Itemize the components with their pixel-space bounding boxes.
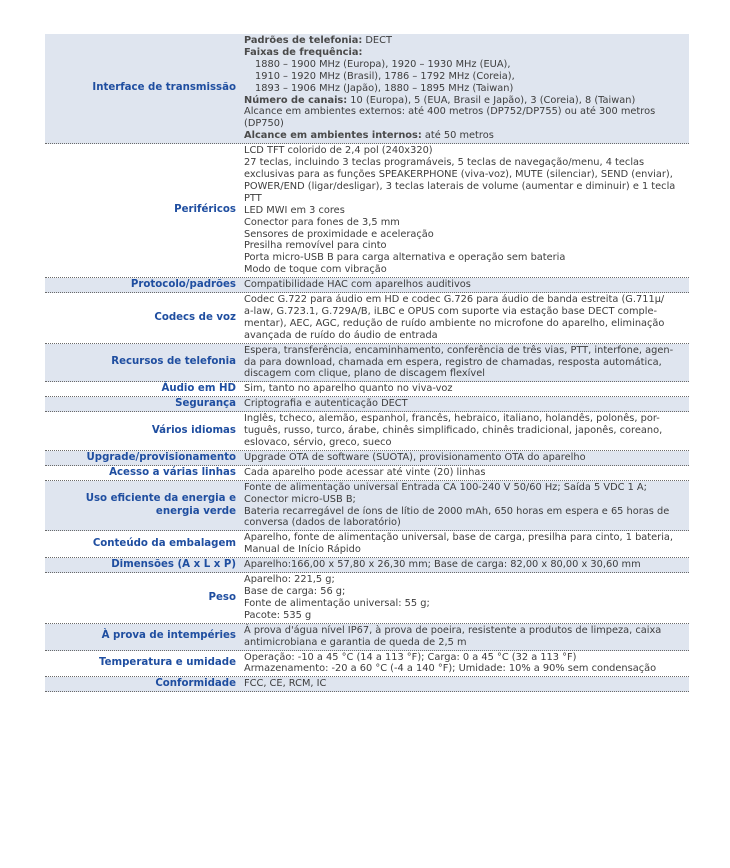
spec-row	[45, 397, 689, 412]
spec-value-line	[244, 279, 687, 291]
spec-value-text: LCD TFT colorido de 2,4 pol (240x320)	[244, 145, 433, 157]
spec-label: Recursos de telefonia	[111, 356, 236, 368]
spec-row	[45, 573, 689, 624]
spec-value-line	[244, 586, 687, 598]
spec-value-line	[244, 35, 687, 47]
spec-value-text: discagem com clique, plano de discagem flexível	[244, 368, 485, 380]
spec-value	[241, 624, 689, 650]
spec-label: Protocolo/padrões	[130, 278, 236, 290]
spec-value	[241, 382, 689, 396]
spec-value-line	[244, 47, 687, 59]
spec-row	[45, 624, 689, 651]
spec-value-line	[244, 574, 687, 586]
spec-value-text: exclusivas para as funções SPEAKERPHONE (viva-voz), MUTE (silenciar), SEND (enviar),	[244, 168, 673, 180]
spec-value-text: 27 teclas, incluindo 3 teclas programáveis, 5 teclas de navegação/menu, 4 teclas	[244, 157, 645, 169]
spec-value-line	[244, 118, 687, 130]
spec-value-text: antimicrobiana e garantia de queda de 2,5 m	[244, 636, 467, 648]
spec-value-text: LED MWI em 3 cores	[244, 204, 345, 216]
spec-value-line	[244, 345, 687, 357]
spec-value-text: 1893 – 1906 MHz (Japão), 1880 – 1895 MHz (Taiwan)	[255, 82, 514, 94]
spec-value-text: 10 (Europa), 5 (EUA, Brasil e Japão), 3 (Coreia), 8 (Taiwan)	[347, 94, 636, 106]
spec-value	[241, 34, 689, 143]
spec-value-line	[244, 318, 687, 330]
spec-value-text: Base de carga: 56 g;	[244, 585, 346, 597]
spec-value	[241, 651, 689, 677]
spec-value	[241, 397, 689, 411]
spec-row	[45, 382, 689, 397]
spec-value-line	[244, 252, 687, 264]
spec-label: Uso eficiente da energia e energia verde	[85, 493, 236, 517]
spec-value-line	[244, 678, 687, 690]
spec-value-line	[244, 517, 687, 529]
spec-value-text: Operação: -10 a 45 °C (14 a 113 °F); Carga: 0 a 45 °C (32 a 113 °F)	[244, 651, 577, 663]
spec-value-text: Inglês, tcheco, alemão, espanhol, francês, hebraico, italiano, holandês, polonês, por-	[244, 413, 660, 425]
spec-value-text: Porta micro-USB B para carga alternativa e operação sem bateria	[244, 252, 566, 264]
spec-value-text: até 50 metros	[421, 130, 494, 142]
spec-value-text: Sim, tanto no aparelho quanto no viva-voz	[244, 383, 453, 395]
spec-value-text: PTT	[244, 192, 262, 204]
spec-value-text: Aparelho:166,00 x 57,80 x 26,30 mm; Base de carga: 82,00 x 80,00 x 30,60 mm	[244, 559, 641, 571]
spec-value-line	[244, 181, 687, 193]
spec-value-text: Fonte de alimentação universal: 55 g;	[244, 597, 430, 609]
spec-value-line	[244, 357, 687, 369]
spec-value-text: Pacote: 535 g	[244, 609, 312, 621]
spec-value-text: Conector para fones de 3,5 mm	[244, 216, 400, 228]
spec-value-line	[244, 598, 687, 610]
spec-value	[241, 451, 689, 465]
spec-row	[45, 558, 689, 573]
spec-value-line	[244, 306, 687, 318]
spec-row	[45, 34, 689, 144]
spec-value-line	[244, 157, 687, 169]
spec-label: À prova de intempéries	[101, 630, 236, 642]
spec-value-line	[244, 83, 687, 95]
spec-value-text: a-law, G.723.1, G.729A/B, iLBC e OPUS com suporte via estação base DECT comple-	[244, 305, 658, 317]
spec-value-line	[244, 398, 687, 410]
spec-value-text: tuguês, russo, turco, árabe, chinês simplificado, chinês tradicional, japonês, coreano,	[244, 425, 663, 437]
spec-value-line	[244, 368, 687, 380]
spec-row	[45, 466, 689, 481]
spec-value-heading: Número de canais:	[244, 94, 348, 106]
spec-value-line	[244, 169, 687, 181]
spec-value-heading: Padrões de telefonia:	[244, 35, 363, 46]
spec-value-line	[244, 217, 687, 229]
spec-value-line	[244, 494, 687, 506]
spec-label: Segurança	[175, 398, 236, 410]
spec-label: Conformidade	[155, 678, 236, 690]
spec-value-text: Alcance em ambientes externos: até 400 metros (DP752/DP755) ou até 300 metros	[244, 106, 656, 118]
spec-value	[241, 144, 689, 277]
spec-value-text: da para download, chamada em espera, registro de chamadas, resposta automática,	[244, 356, 662, 368]
spec-value-line	[244, 240, 687, 252]
spec-label: Dimensões (A x L x P)	[111, 558, 236, 570]
spec-value-text: Aparelho: 221,5 g;	[244, 574, 335, 586]
spec-value-text: POWER/END (ligar/desligar), 3 teclas laterais de volume (aumentar e diminuir) e 1 tecla	[244, 180, 676, 192]
spec-label: Acesso a várias linhas	[109, 466, 236, 478]
spec-value-text: 1880 – 1900 MHz (Europa), 1920 – 1930 MHz (EUA),	[255, 58, 511, 70]
spec-row	[45, 344, 689, 383]
spec-value-line	[244, 532, 687, 544]
spec-value-text: Bateria recarregável de íons de lítio de 2000 mAh, 650 horas em espera e 65 horas de	[244, 505, 670, 517]
spec-value-text: Codec G.722 para áudio em HD e codec G.726 para áudio de banda estreita (G.711μ/	[244, 294, 665, 306]
spec-value-text: Fonte de alimentação universal Entrada CA 100-240 V 50/60 Hz; Saída 5 VDC 1 A;	[244, 481, 647, 493]
spec-value-line	[244, 294, 687, 306]
spec-value-text: Armazenamento: -20 a 60 °C (-4 a 140 °F); Umidade: 10% a 90% sem condensação	[244, 663, 657, 675]
spec-value-text: Cada aparelho pode acessar até vinte (20) linhas	[244, 466, 486, 478]
spec-value-text: FCC, CE, RCM, IC	[244, 678, 327, 690]
spec-value-line	[244, 425, 687, 437]
spec-value-text: conversa (dados de laboratório)	[244, 517, 401, 529]
spec-value-text: mentar), AEC, AGC, redução de ruído ambiente no microfone do aparelho, eliminação	[244, 317, 665, 329]
spec-value-text: Modo de toque com vibração	[244, 264, 387, 276]
spec-value-text: Manual de Início Rápido	[244, 544, 361, 556]
spec-value-line	[244, 106, 687, 118]
spec-value-line	[244, 652, 687, 664]
spec-value	[241, 278, 689, 292]
spec-value-text: Upgrade OTA de software (SUOTA), provisionamento OTA do aparelho	[244, 451, 586, 463]
spec-value-line	[244, 482, 687, 494]
spec-value	[241, 293, 689, 343]
spec-value-text: eslovaco, sérvio, greco, sueco	[244, 437, 392, 448]
spec-value-heading: Alcance em ambientes internos:	[244, 130, 422, 142]
spec-value-line	[244, 506, 687, 518]
spec-value-line	[244, 229, 687, 241]
spec-row	[45, 481, 689, 532]
spec-value	[241, 531, 689, 557]
spec-value-line	[244, 452, 687, 464]
spec-value-text: Criptografia e autenticação DECT	[244, 398, 408, 410]
spec-value-line	[244, 383, 687, 395]
spec-row	[45, 451, 689, 466]
spec-value-line	[244, 663, 687, 675]
spec-value-text: DECT	[362, 35, 392, 46]
spec-row	[45, 144, 689, 278]
spec-row	[45, 278, 689, 293]
spec-value	[241, 466, 689, 480]
spec-value	[241, 558, 689, 572]
spec-label: Periféricos	[174, 204, 236, 216]
spec-value-line	[244, 264, 687, 276]
spec-value-text: (DP750)	[244, 118, 284, 130]
spec-value-line	[244, 330, 687, 342]
spec-value-line	[244, 130, 687, 142]
spec-label: Áudio em HD	[161, 383, 236, 395]
spec-label: Peso	[208, 591, 236, 603]
spec-value	[241, 677, 689, 691]
spec-value-text: Presilha removível para cinto	[244, 240, 387, 252]
spec-value-text: Compatibilidade HAC com aparelhos auditivos	[244, 279, 471, 291]
spec-value-line	[244, 193, 687, 205]
spec-row	[45, 412, 689, 451]
spec-value	[241, 412, 689, 450]
spec-value-line	[244, 625, 687, 637]
spec-value-heading: Faixas de frequência:	[244, 46, 363, 58]
spec-value-line	[244, 145, 687, 157]
spec-value	[241, 481, 689, 531]
spec-label: Upgrade/provisionamento	[86, 451, 236, 463]
spec-value-text: À prova d'água nível IP67, à prova de poeira, resistente a produtos de limpeza, caixa	[244, 624, 662, 636]
spec-value	[241, 344, 689, 382]
spec-row	[45, 531, 689, 558]
spec-value-line	[244, 205, 687, 217]
spec-label: Temperatura e umidade	[99, 657, 236, 669]
spec-table	[45, 34, 689, 692]
spec-label: Conteúdo da embalagem	[92, 538, 236, 550]
spec-value-line	[244, 467, 687, 479]
spec-value	[241, 573, 689, 623]
spec-row	[45, 677, 689, 692]
spec-value-line	[244, 559, 687, 571]
spec-value-line	[244, 610, 687, 622]
spec-row	[45, 651, 689, 678]
spec-row	[45, 293, 689, 344]
spec-value-line	[244, 59, 687, 71]
spec-value-line	[244, 413, 687, 425]
spec-value-line	[244, 544, 687, 556]
spec-value-line	[244, 95, 687, 107]
spec-label: Codecs de voz	[154, 311, 236, 323]
spec-value-line	[244, 437, 687, 449]
spec-label: Vários idiomas	[151, 424, 236, 436]
spec-value-text: Espera, transferência, encaminhamento, conferência de três vias, PTT, interfone, agen-	[244, 344, 674, 356]
spec-label: Interface de transmissão	[92, 82, 236, 94]
spec-value-line	[244, 71, 687, 83]
spec-value-line	[244, 637, 687, 649]
spec-value-text: 1910 – 1920 MHz (Brasil), 1786 – 1792 MHz (Coreia),	[255, 70, 515, 82]
spec-value-text: Sensores de proximidade e aceleração	[244, 228, 434, 240]
spec-value-text: Conector micro-USB B;	[244, 493, 356, 505]
spec-value-text: avançada de ruído do áudio de entrada	[244, 329, 438, 341]
spec-value-text: Aparelho, fonte de alimentação universal, base de carga, presilha para cinto, 1 bateria,	[244, 532, 674, 544]
